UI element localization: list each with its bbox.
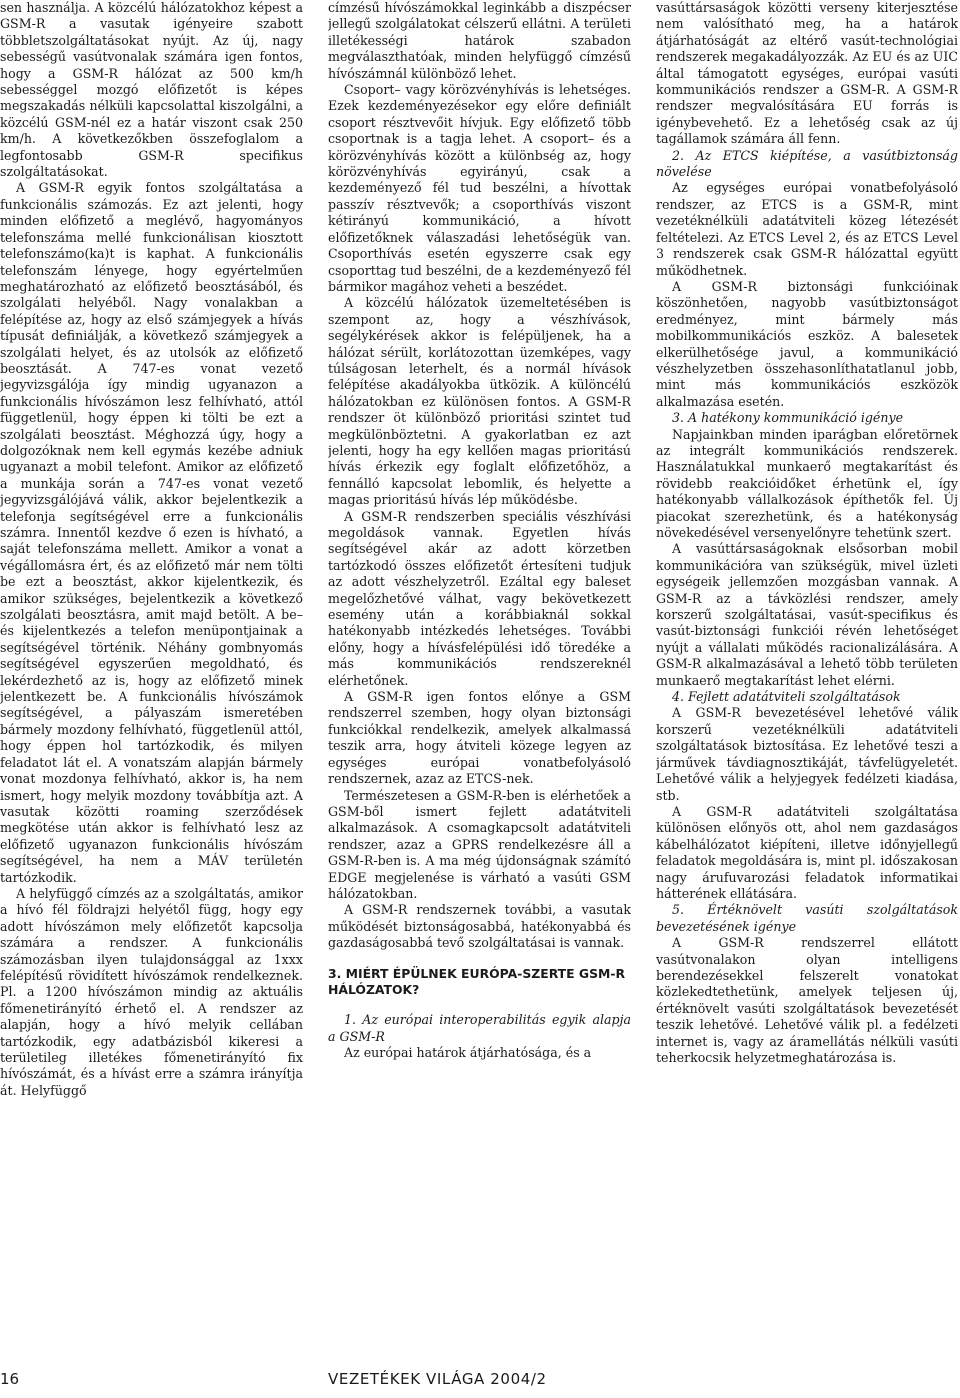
section-heading: 3. MIÉRT ÉPÜLNEK EURÓPA-SZERTE GSM-R HÁLÓZATOK? (328, 965, 626, 997)
paragraph: A GSM-R igen fontos előnye a GSM rendszerrel szemben, hogy olyan biztonsági funkciókkal rendelkezik, amelyek alkalmassá teszik arra, hogy átviteli közege legyen az egységes európai vonatbefolyásoló rendszernek, azaz az ETCS-nek. (328, 689, 631, 787)
text-column-2 (328, 0, 631, 1360)
paragraph: Csoport– vagy körözvényhívás is lehetséges. Ezek kezdeményezésekor egy előre definiált csoport résztvevőit hívjuk. Egy előfizető több csoportnak is a tagja lehet. A csoport– és a körözvényhívás között a különbség az, hogy körözvényhívás egyirányú, csak a kezdeményező fél tud beszélni, a hívottak passzív résztvevők; a csoporthívás viszont kétirányú kommunikáció, a hívott előfizetőknek válaszadási lehetőségük van. Csoporthívás esetén egyszerre csak egy csoporttag tud beszélni, de a kezdeményező fél bármikor magához veheti a beszédet. (328, 82, 631, 294)
subsection-heading: 4. Fejlett adatátviteli szolgáltatások (672, 689, 901, 705)
subsection-heading: 5. Értéknövelt vasúti szolgáltatások bevezetésének igénye (656, 902, 958, 934)
paragraph: A GSM-R egyik fontos szolgáltatása a funkcionális számozás. Ez azt jelenti, hogy minden előfizető a meglévő, hagyományos telefonszáma mellé funkcionálisan kiosztott telefonszámo(ka)t is kaphat. A funkcionális telefonszám lényege, hogy egyértelműen meghatározható az előfizető beosztásából, és szolgálati helyéből. Nagy vonalakban a felépítése az, hogy az első számjegyek a hívás típusát definiálják, a következő számjegyek a szolgálati helyet, és az utolsók az előfizető beosztását. A 747-es vonat vezető jegyvizsgálója így mindig ugyanazon a funkcionális hívószámon lesz felhívható, attól függetlenül, hogy éppen ki tölti be ezt a szolgálati beosztást. Méghozzá úgy, hogy a dolgozóknak nem kell egymás kezébe adniuk ugyanazt a mobil telefont. Amikor az előfizető a munkája során a 747-es vonat vezető jegyvizsgálójává válik, akkor bejelentkezik a telefonja segítségével erre a funkcionális számra. Innentől kezdve ő ezen is hívható, a saját telefonszáma mellett. Amikor a vonat a végállomásra ért, és az előfizető már nem tölti be ezt a beosztást, akkor kijelentkezik, és amikor szükséges, bejelentkezik a következő szolgálati beosztásra, amit majd betölt. A be– és kijelentkezés a telefon menüpontjainak a segítségével történik. Néhány gombnyomás segítségével egyszerűen megoldható, és lekérdezhető az is, hogy az előfizető minek jelentkezett be. A funkcionális hívószámok segítségével, a pályaszám ismeretében bármely mozdony felhívható, függetlenül attól, hogy éppen hol tartózkodik, és milyen feladatot lát el. A vonatszám alapján bármely vonat mozdonya felhívható, akkor is, ha nem ismert, hogy melyik mozdony továbbítja azt. A vasutak közötti roaming szerződések megkötése után akkor is felhívható lesz az előfizető ugyanazon funkcionális hívószám segítségével, ha nem a MÁV területén tartózkodik. (0, 180, 303, 885)
page-footer (0, 1370, 960, 1394)
paragraph: A GSM-R biztonsági funkcióinak köszönhetően, nagyobb vasútbiztonságot eredményez, mint bármely más mobilkommunikációs eszköz. A balesetek elkerülhetősége javul, a kommunikáció vészhelyzetben összehasonlíthatatlanul jobb, mint más kommunikációs eszközök alkalmazása esetén. (656, 278, 958, 409)
paragraph: A helyfüggő címzés az a szolgáltatás, amikor a hívó fél földrajzi helyétől függ, hogy egy adott hívószámon mely előfizetőt kapcsolja számára a rendszer. A funkcionális számozásban ilyen tulajdonsággal az 1xxx felépítésű rövidített hívószámok rendelkeznek. Pl. a 1200 hívószámon mindig az aktuális főmenetirányító érhető el. A rendszer az alapján, hogy a hívó melyik cellában tartózkodik, egy adatbázisból kikeresi a területileg illetékes főmenetirányító fix hívószámát, és a hívást erre a számra irányítja át. Helyfüggő (0, 885, 303, 1098)
paragraph: A vasúttársaságoknak elsősorban mobil kommunikációra van szükségük, mivel üzleti egységeik jellemzően mozgásban vannak. A GSM-R az a távközlési rendszer, amely korszerű szolgáltatásai, vasút-specifikus és vasút-biztonsági funkciói révén lehetőséget nyújt a vállalati működés racionalizálására. A GSM-R alkalmazásával a lehető több területen munkaerő megtakarítást lehet elérni. (656, 541, 958, 688)
text-column-3 (656, 0, 958, 1360)
journal-title: VEZETÉKEK VILÁGA 2004/2 (328, 1370, 547, 1388)
paragraph: A GSM-R rendszerrel ellátott vasútvonalakon olyan intelligens berendezésekkel felszerelt vonatokat közlekedtethetünk, amelyek teljesen új, értéknövelt vasúti szolgáltatások bevezetését teszik lehetővé. Lehetővé válik pl. a fedélzeti internet is, vagy az áramellátás nélküli vasúti teherkocsik helyzetmeghatározása is. (656, 935, 958, 1065)
paragraph: Napjainkban minden iparágban előretörnek az integrált kommunikációs rendszerek. Használatukkal munkaerő megtakarítást és rövidebb reakcióidőket érhetünk el, így hatékonyabb vállalkozások építhetők fel. Új piacokat szerezhetünk, és a hatékonyság növekedésével versenyelőnyre tehetünk szert. (656, 426, 958, 540)
paragraph: A GSM-R bevezetésével lehetővé válik korszerű vezetéknélküli adatátviteli szolgáltatások biztosítása. Ez lehetővé teszi a járművek távdiagnosztikáját, távfelügyeletét. Lehetővé válik a helyjegyek fedélzeti kiadása, stb. (656, 705, 958, 803)
subsection-heading: 3. A hatékony kommunikáció igénye (672, 410, 904, 426)
paragraph: A GSM-R rendszerben speciális vészhívási megoldások vannak. Egyetlen hívás segítségével akár az adott körzetben tartózkodó összes előfizetőt értesíteni tudjuk az adott vészhelyzetről. Ezáltal egy baleset megelőzhetővé válhat, vagy bekövetkezett esemény után a korábbiaknál sokkal hatékonyabb intézkedés lehetséges. További előny, hogy a hívásfelépülési idő töredéke a más kommunikációs rendszereknél elérhetőnek. (328, 508, 631, 688)
paragraph: Az egységes európai vonatbefolyásoló rendszer, az ETCS is a GSM-R, mint vezetéknélküli adatátviteli közeg létezését feltételezi. Az ETCS Level 2, és az ETCS Level 3 rendszerek csak GSM-R hálózattal együtt működhetnek. (656, 180, 958, 278)
page-number: 16 (0, 1370, 20, 1388)
paragraph: Az európai határok átjárhatósága, és a (344, 1045, 592, 1061)
paragraph: A GSM-R rendszernek további, a vasutak működését biztonságosabbá, hatékonyabbá és gazdaságosabbá tevő szolgáltatásai is vannak. (328, 902, 631, 951)
paragraph: címzésű hívószámokkal leginkább a diszpécser jellegű szolgálatokat célszerű ellátni. A területi illetékességi határok szabadon megválaszthatóak, minden helyfüggő címzésű hívószámnál különböző lehet. (328, 0, 631, 81)
paragraph: Természetesen a GSM-R-ben is elérhetőek a GSM-ből ismert fejlett adatátviteli alkalmazások. A csomagkapcsolt adatátviteli rendszer, azaz a GPRS rendelkezésre áll a GSM-R-ben is. A ma még újdonságnak számító EDGE megjelenése is várható a vasúti GSM hálózatokban. (328, 787, 631, 901)
paragraph: A GSM-R adatátviteli szolgáltatása különösen előnyös ott, ahol nem gazdaságos kábelhálózatot kiépíteni, illetve időnyjellegű feladatok megoldására is, mint pl. időszakosan nagy árufuvarozási feladatok informatikai hátterének ellátására. (656, 803, 958, 901)
subsection-heading: 1. Az európai interoperabilitás egyik alapja a GSM-R (328, 1012, 631, 1044)
text-column-1 (0, 0, 303, 1360)
paragraph: sen használja. A közcélú hálózatokhoz képest a GSM-R a vasutak igényeire szabott többletszolgáltatásokat nyújt. Az új, nagy sebességű vasútvonalak számára igen fontos, hogy a GSM-R hálózat az 500 km/h sebességgel mozgó előfizetőt is képes megszakadás nélküli kapcsolattal kiszolgálni, a közcélú GSM-nél ez a határ viszont csak 250 km/h. A következőkben összefoglalom a legfontosabb GSM-R specifikus szolgáltatásokat. (0, 0, 303, 180)
paragraph: vasúttársaságok közötti verseny kiterjesztése nem valósítható meg, ha a határok átjárhatóságát az eltérő vasút-technológiai rendszerek megakadályozzák. Az EU és az UIC által támogatott egységes, európai vasúti kommunikációs rendszer a GSM-R. A GSM-R rendszer megvalósítására EU forrás is igénybevehető. Ez a lehetőség csak az új tagállamok számára áll fenn. (656, 0, 958, 147)
paragraph: A közcélú hálózatok üzemeltetésében is szempont az, hogy a vészhívások, segélykérések akkor is felépüljenek, ha a hálózat sérült, korlátozottan üzemképes, vagy túlságosan leterhelt, és a normál hívások felépítése akadályokba ütközik. A különcélú hálózatokban ez különösen fontos. A GSM-R rendszer öt különböző prioritási szintet tud megkülönböztetni. A gyakorlatban ez azt jelenti, hogy ha egy kellően magas prioritású hívás érkezik egy foglalt előfizetőhöz, a fennálló kapcsolat lebomlik, és helyette a magas prioritású hívás lép működésbe. (328, 295, 631, 508)
subsection-heading: 2. Az ETCS kiépítése, a vasútbiztonság növelése (656, 147, 958, 180)
